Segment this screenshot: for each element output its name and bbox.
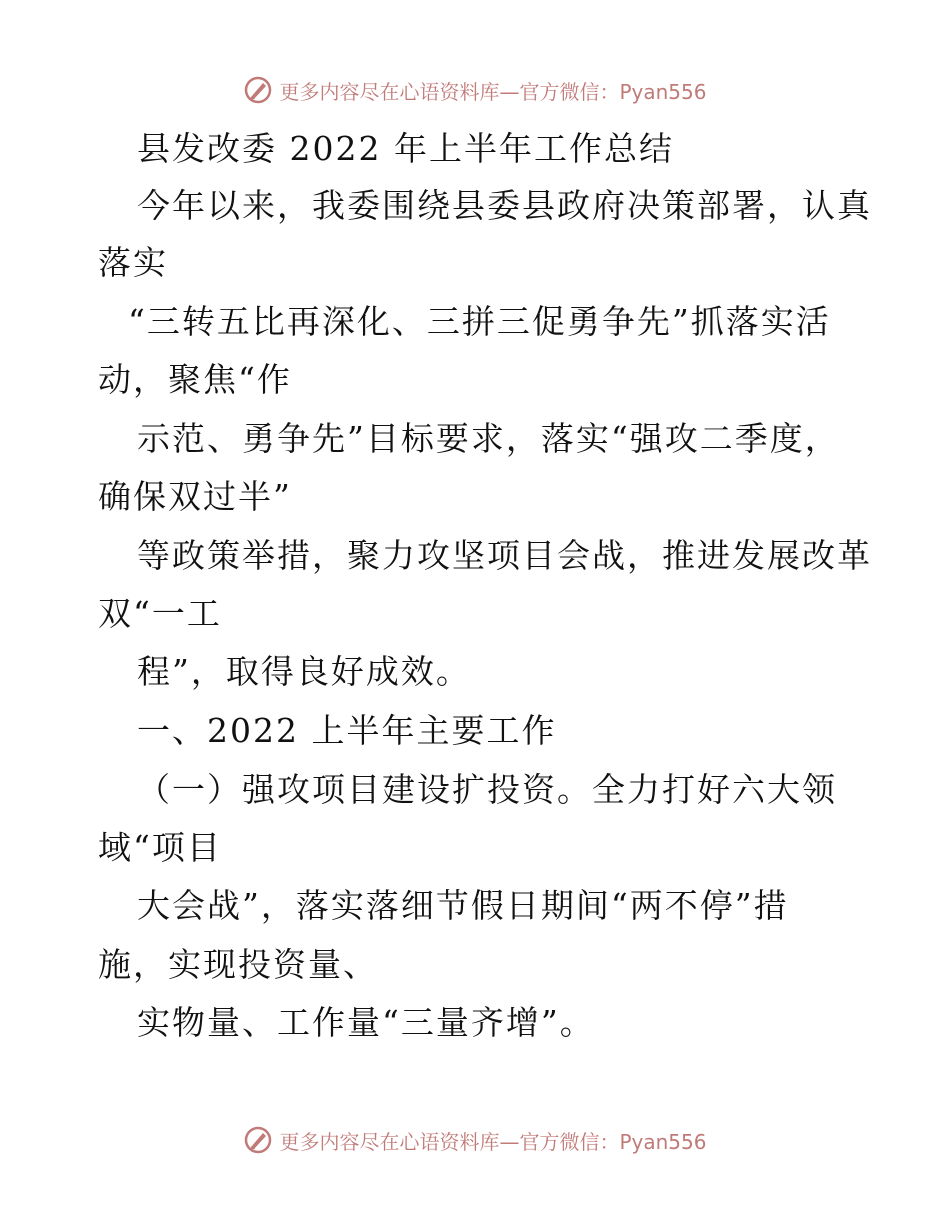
- footer-watermark-text: 更多内容尽在心语资料库—官方微信：Pyan556: [279, 1129, 707, 1154]
- paragraph-line: 程”，取得良好成效。: [137, 652, 471, 691]
- paragraph-line: 动，聚焦“作: [98, 360, 292, 399]
- subsection-heading: （一）强攻项目建设扩投资。全力打好六大领: [137, 770, 837, 809]
- paragraph-line: 大会战”，落实落细节假日期间“两不停”措: [137, 886, 789, 925]
- paragraph-line: 今年以来，我委围绕县委县政府决策部署，认真: [137, 186, 872, 225]
- paragraph-line: 示范、勇争先”目标要求，落实“强攻二季度，: [137, 419, 840, 458]
- paragraph-line: 等政策举措，聚力攻坚项目会战，推进发展改革: [137, 536, 872, 575]
- footer-watermark: [0, 1120, 950, 1160]
- paragraph-line: 实物量、工作量“三量齐增”。: [137, 1003, 595, 1042]
- pen-seal-logo-icon: [243, 75, 273, 105]
- paragraph-line: 施，实现投资量、: [98, 945, 378, 984]
- paragraph-line: 域“项目: [98, 828, 222, 867]
- paragraph-line: 确保双过半”: [98, 477, 292, 516]
- pen-seal-logo-icon: [243, 1125, 273, 1155]
- paragraph-line: “三转五比再深化、三拼三促勇争先”抓落实活: [128, 302, 831, 341]
- paragraph-line: 落实: [98, 243, 168, 282]
- section-heading: 一、2022 上半年主要工作: [137, 711, 557, 750]
- paragraph-line: 双“一工: [98, 594, 222, 633]
- header-watermark: [0, 70, 950, 110]
- header-watermark-text: 更多内容尽在心语资料库—官方微信：Pyan556: [279, 79, 707, 104]
- document-title: 县发改委 2022 年上半年工作总结: [137, 129, 674, 168]
